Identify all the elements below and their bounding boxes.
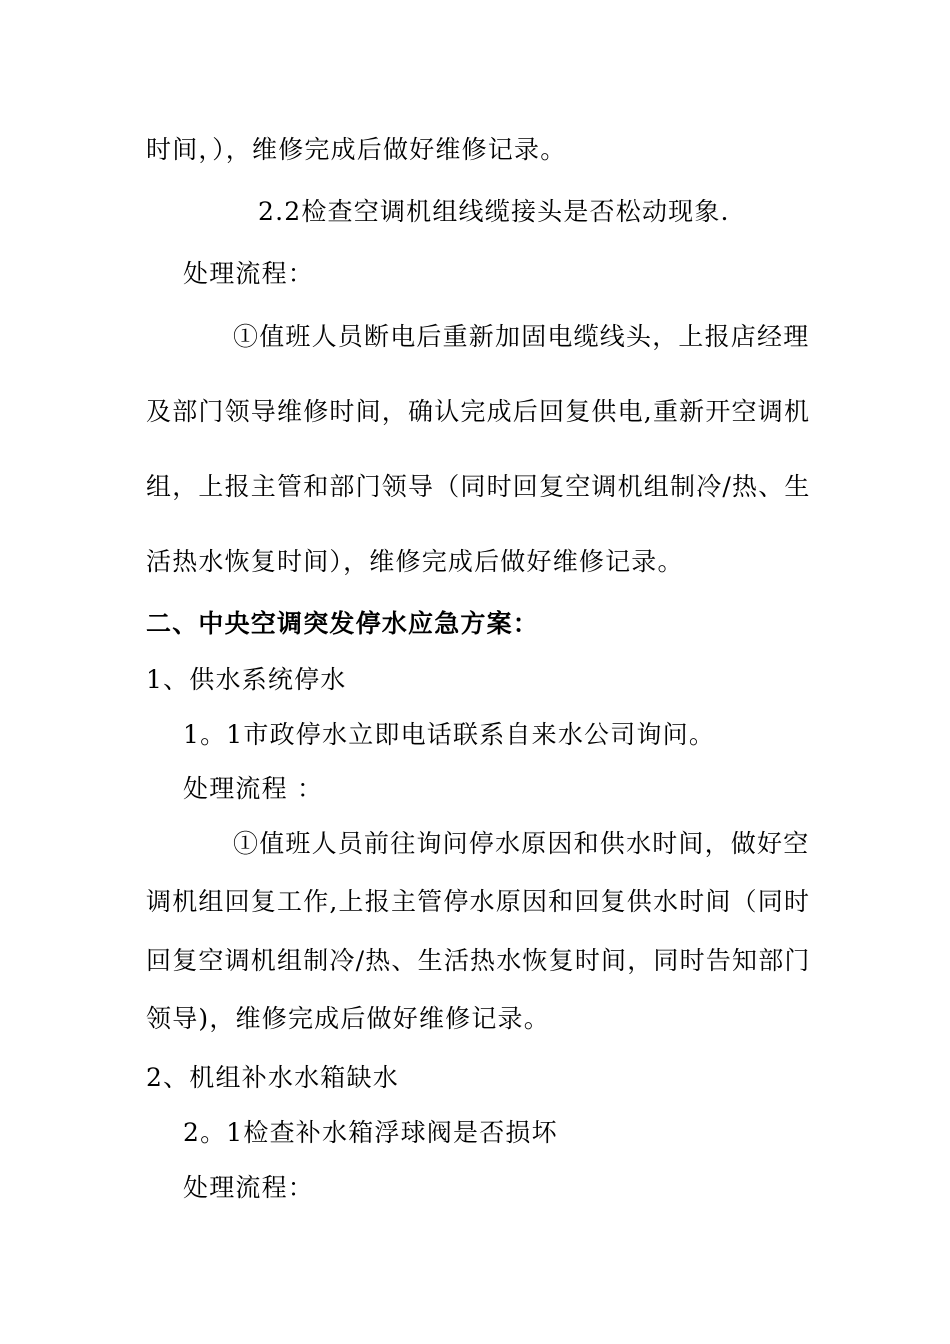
- body-text-line: 及部门领导维修时间，确认完成后回复供电,重新开空调机: [146, 397, 811, 426]
- body-text-line: ①值班人员前往询问停水原因和供水时间，做好空: [233, 829, 810, 858]
- item-heading: 2、机组补水水箱缺水: [146, 1063, 399, 1092]
- body-text-line: 组，上报主管和部门领导（同时回复空调机组制冷/热、生: [146, 472, 811, 501]
- section-heading: 二、中央空调突发停水应急方案：: [146, 609, 540, 638]
- body-text-line: 调机组回复工作,上报主管停水原因和回复供水时间（同时: [146, 887, 811, 916]
- process-label: 处理流程：: [183, 1173, 315, 1202]
- subsection-heading: 2.2检查空调机组线缆接头是否松动现象.: [258, 197, 730, 226]
- process-label: 处理流程：: [183, 259, 315, 288]
- body-text-line: 回复空调机组制冷/热、生活热水恢复时间，同时告知部门: [146, 946, 811, 975]
- body-text-line: 领导)，维修完成后做好维修记录。: [146, 1004, 550, 1033]
- subsection-heading: 1。1市政停水立即电话联系自来水公司询问。: [183, 720, 716, 749]
- item-heading: 1、供水系统停水: [146, 665, 347, 694]
- body-text-line: ①值班人员断电后重新加固电缆线头，上报店经理: [233, 322, 810, 351]
- process-label: 处理流程 ：: [183, 774, 324, 803]
- body-text-line: 时间，），维修完成后做好维修记录。: [146, 135, 567, 164]
- body-text-line: 活热水恢复时间），维修完成后做好维修记录。: [146, 547, 684, 576]
- subsection-heading: 2。1检查补水箱浮球阀是否损坏: [183, 1118, 558, 1147]
